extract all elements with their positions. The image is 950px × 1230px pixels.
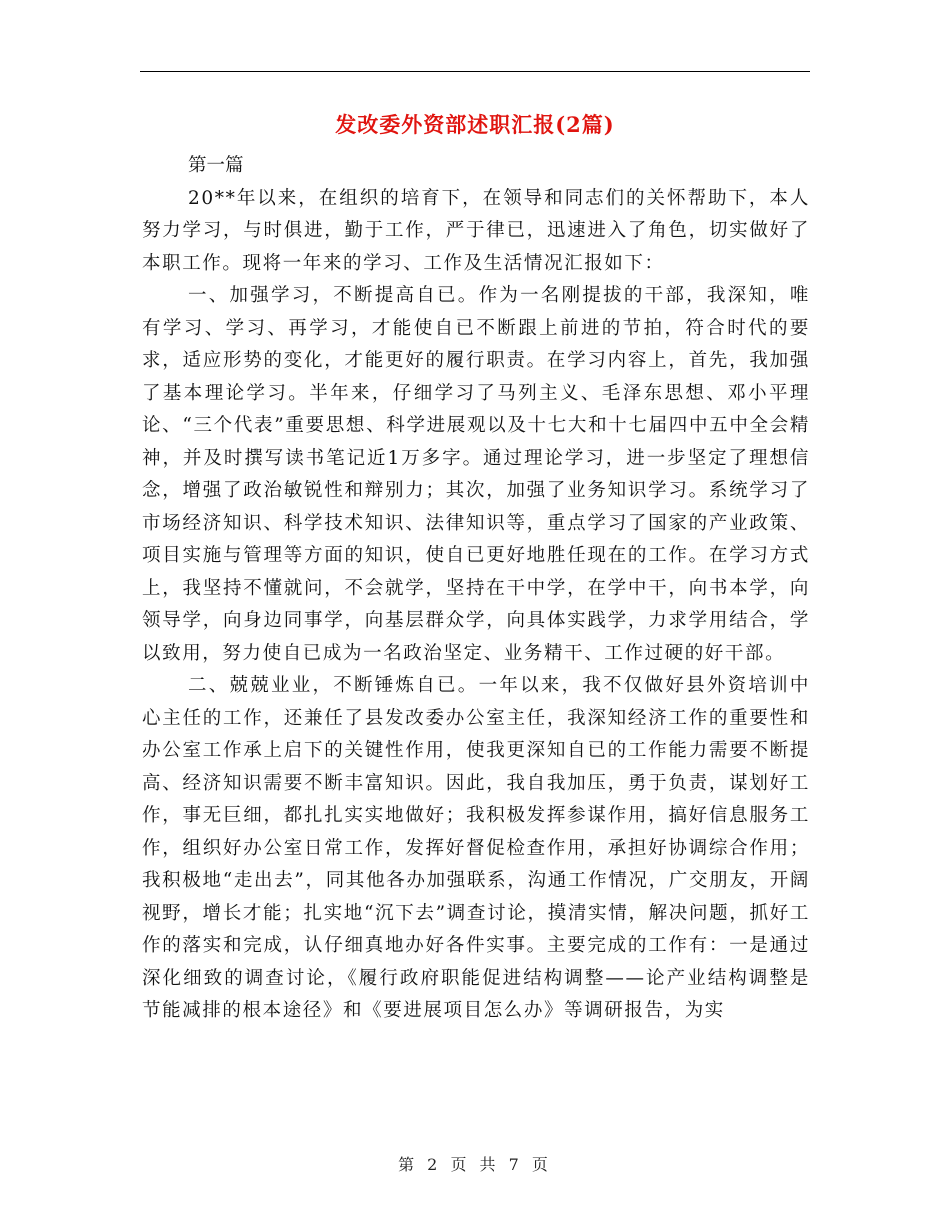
header-rule: [140, 71, 810, 72]
document-body: [142, 150, 810, 1028]
page-number: 第 2 页 共 7 页: [398, 1155, 552, 1174]
paragraph-work: 二、兢兢业业，不断锤炼自已。一年以来，我不仅做好县外资培训中心主任的工作，还兼任了县发改委办公室主任，我深知经济工作的重要性和办公室工作承上启下的关键性作用，使我更深知自已的工作能力需要不断提高、经济知识需要不断丰富知识。因此，我自我加压，勇于负责，谋划好工作，事无巨细，都扎扎实实地做好；我积极发挥参谋作用，搞好信息服务工作，组织好办公室日常工作，发挥好督促检查作用，承担好协调综合作用；我积极地“走出去”，同其他各办加强联系，沟通工作情况，广交朋友，开阔视野，增长才能；扎实地“沉下去”调查讨论，摸清实情，解决问题，抓好工作的落实和完成，认仔细真地办好各件实事。主要完成的工作有：一是通过深化细致的调查讨论，《履行政府职能促进结构调整——论产业结构调整是节能减排的根本途径》和《要进展项目怎么办》等调研报告，为实: [142, 675, 810, 1021]
paragraph-intro: 20**年以来，在组织的培育下，在领导和同志们的关怀帮助下，本人努力学习，与时俱进，勤于工作，严于律已，迅速进入了角色，切实做好了本职工作。现将一年来的学习、工作及生活情况汇报如下：: [142, 187, 810, 274]
section-label: 第一篇: [188, 155, 244, 176]
document-title: 发改委外资部述职汇报(2篇): [335, 112, 615, 137]
paragraph-study: 一、加强学习，不断提高自已。作为一名刚提拔的干部，我深知，唯有学习、学习、再学习，才能使自已不断跟上前进的节拍，符合时代的要求，适应形势的变化，才能更好的履行职责。在学习内容上，首先，我加强了基本理论学习。半年来，仔细学习了马列主义、毛泽东思想、邓小平理论、“三个代表”重要思想、科学进展观以及十七大和十七届四中五中全会精神，并及时撰写读书笔记近1万多字。通过理论学习，进一步坚定了理想信念，增强了政治敏锐性和辩别力；其次，加强了业务知识学习。系统学习了市场经济知识、科学技术知识、法律知识等，重点学习了国家的产业政策、项目实施与管理等方面的知识，使自已更好地胜任现在的工作。在学习方式上，我坚持不懂就问，不会就学，坚持在干中学，在学中干，向书本学，向领导学，向身边同事学，向基层群众学，向具体实践学，力求学用结合，学以致用，努力使自已成为一名政治坚定、业务精干、工作过硬的好干部。: [142, 285, 810, 664]
